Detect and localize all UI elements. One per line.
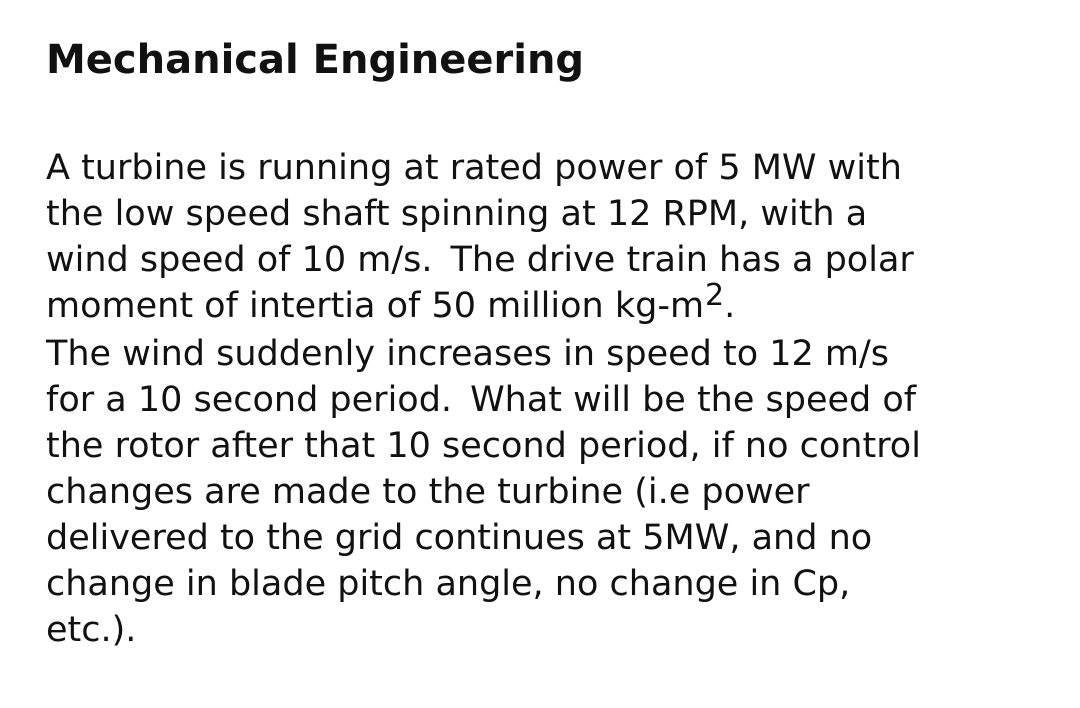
moment-of-inertia-text: moment of intertia of 50 million kg-m: [46, 286, 705, 326]
moment-of-inertia-period: .: [724, 286, 736, 326]
question-line-6: [46, 377, 1046, 423]
question-line-6-part-1: for a 10 second period.: [46, 380, 453, 420]
question-line-11: etc.).: [46, 610, 137, 650]
question-line-9: delivered to the grid continues at 5MW, and no: [46, 518, 873, 558]
question-line-5: The wind suddenly increases in speed to 12 m/s: [46, 334, 890, 374]
question-line-3-part-1: wind speed of 10 m/s.: [46, 240, 433, 280]
question-line-3-part-2: The drive train has a polar: [450, 240, 914, 280]
squared-superscript: 2: [705, 278, 725, 313]
page-title: Mechanical Engineering: [46, 37, 585, 83]
question-line-3: [46, 237, 1046, 283]
question-line-8: changes are made to the turbine (i.e power: [46, 472, 810, 512]
question-line-10: change in blade pitch angle, no change in Cp,: [46, 564, 851, 604]
question-line-2: the low speed shaft spinning at 12 RPM, with a: [46, 194, 868, 234]
question-line-7: the rotor after that 10 second period, if no control: [46, 426, 921, 466]
question-text: [46, 145, 1046, 653]
question-line-1: A turbine is running at rated power of 5 MW with: [46, 148, 902, 188]
question-line-4: [46, 278, 1046, 331]
question-line-6-part-2: What will be the speed of: [470, 380, 917, 420]
